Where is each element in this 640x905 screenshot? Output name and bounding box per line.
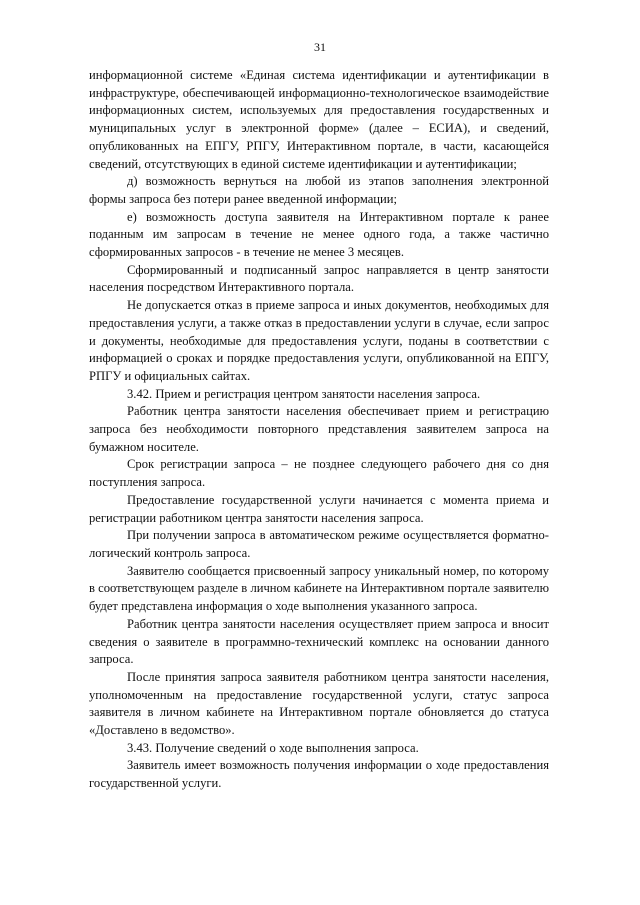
paragraph: Заявителю сообщается присвоенный запросу уникальный номер, по которому в соответствующем разделе в личном кабинете на Интерактивном портале заявителю будет представлена информация о ходе выполнения указанного запроса. <box>89 563 549 614</box>
paragraph: Сформированный и подписанный запрос направляется в центр занятости населения посредством Интерактивного портала. <box>89 262 549 295</box>
paragraph: Заявитель имеет возможность получения информации о ходе предоставления государственной услуги. <box>89 758 549 791</box>
paragraph: Не допускается отказ в приеме запроса и иных документов, необходимых для предоставления услуги, а также отказ в предоставлении услуги в случае, если запрос и документы, необходимые для предоставления услуги, поданы в соответствии с информацией о сроках и порядке предоставления услуги, опубликованной на ЕПГУ, РПГУ и официальных сайтах. <box>89 298 549 383</box>
section-heading-3-42: 3.42. Прием и регистрация центром занятости населения запроса. <box>127 386 481 401</box>
paragraph: Работник центра занятости населения осуществляет прием запроса и вносит сведения о заявителе в программно-технический комплекс на основании данного запроса. <box>89 616 549 667</box>
page-number: 31 <box>314 40 326 54</box>
paragraph: Работник центра занятости населения обеспечивает прием и регистрацию запроса без необходимости повторного представления заявителем запроса на бумажном носителе. <box>89 404 549 454</box>
paragraph-item-e: е) возможность доступа заявителя на Интерактивном портале к ранее поданным им запросам в течение не менее одного года, а также частично сформированных запросов - в течение не менее 3 месяцев. <box>89 209 549 260</box>
paragraph: Предоставление государственной услуги начинается с момента приема и регистрации работником центра занятости населения запроса. <box>89 492 549 525</box>
paragraph: При получении запроса в автоматическом режиме осуществляется форматно-логический контроль запроса. <box>89 528 549 560</box>
section-heading-3-43: 3.43. Получение сведений о ходе выполнения запроса. <box>127 740 419 755</box>
paragraph-continued: информационной системе «Единая система идентификации и аутентификации в инфраструктуре, обеспечивающей информационно-технологическое взаимодействие информационных систем, используемых для предоставления государственных и муниципальных услуг в электронной форме» (далее – ЕСИА), и сведений, опубликованных на ЕПГУ, РПГУ, Интерактивном портале, в части, касающейся сведений, отсутствующих в единой системе идентификации и аутентификации; <box>89 68 549 171</box>
paragraph-item-d: д) возможность вернуться на любой из этапов заполнения электронной формы запроса без потери ранее введенной информации; <box>89 174 549 206</box>
paragraph: Срок регистрации запроса – не позднее следующего рабочего дня со дня поступления запроса. <box>89 457 549 490</box>
document-body <box>89 67 549 793</box>
paragraph: После принятия запроса заявителя работником центра занятости населения, уполномоченным на предоставление государственной услуги, статус запроса заявителя в личном кабинете на Интерактивном портале обновляется до статуса «Доставлено в ведомство». <box>89 669 549 738</box>
